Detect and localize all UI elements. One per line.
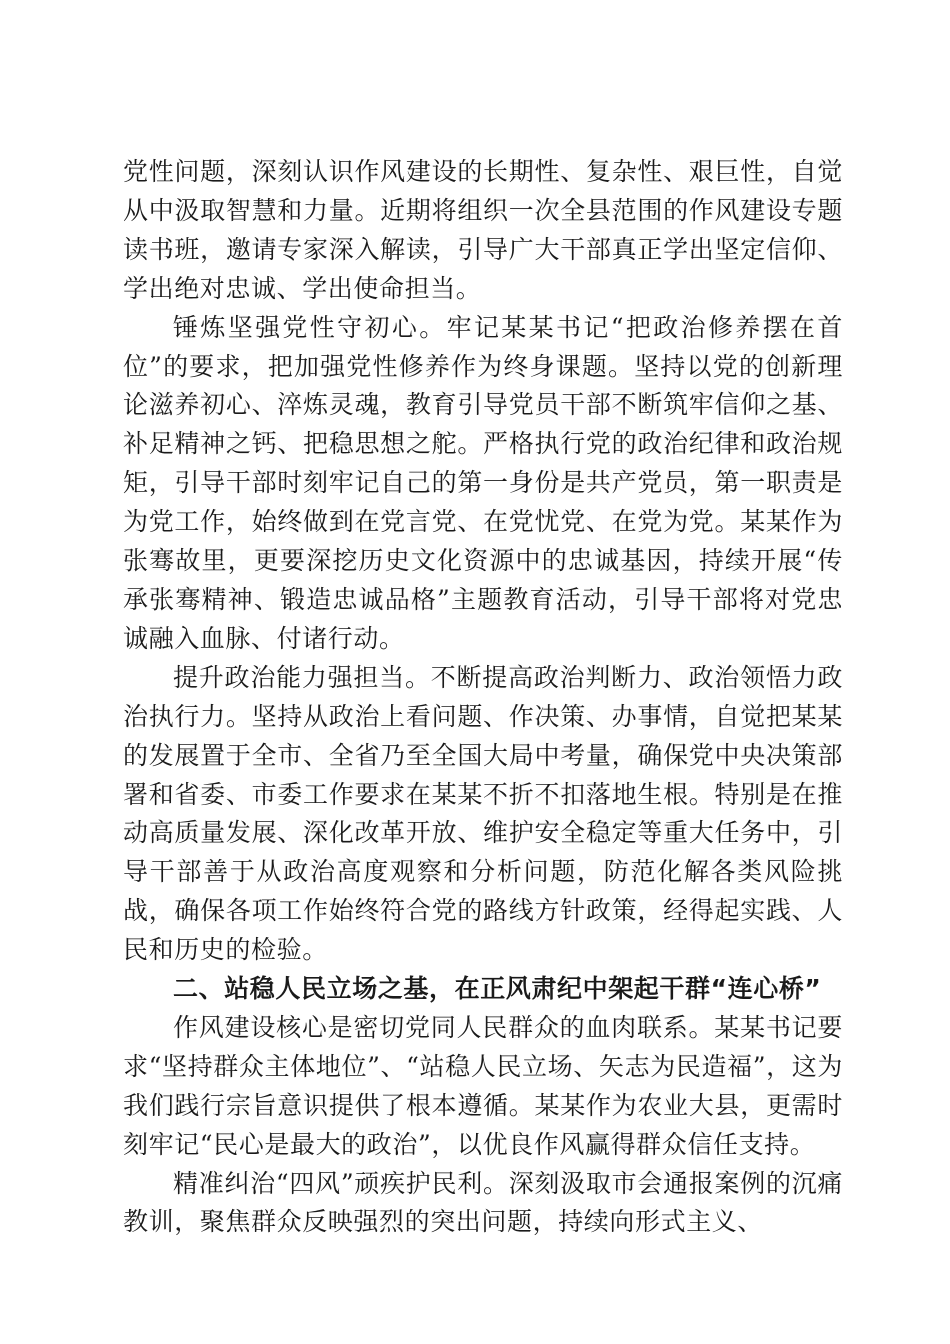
section-heading-2: 二、站稳人民立场之基，在正风肃纪中架起干群“连心桥” [173, 974, 822, 1004]
paragraph-party-spirit: 锤炼坚强党性守初心。牢记某某书记“把政治修养摆在首位”的要求，把加强党性修养作为终身课题。坚持以党的创新理论滋养初心、淬炼灵魂，教育引导党员干部不断筑牢信仰之基、补足精神之钙、把稳思想之舵。严格执行党的政治纪律和政治规矩，引导干部时刻牢记自己的第一身份是共产党员，第一职责是为党工作，始终做到在党言党、在党忧党、在党为党。某某作为张骞故里，更要深挖历史文化资源中的忠诚基因，持续开展“传承张骞精神、锻造忠诚品格”主题教育活动，引导干部将对党忠诚融入血脉、付诸行动。 [123, 312, 843, 653]
paragraph-political-ability: 提升政治能力强担当。不断提高政治判断力、政治领悟力政治执行力。坚持从政治上看问题、作决策、办事情，自觉把某某的发展置于全市、全省乃至全国大局中考量，确保党中央决策部署和省委、市委工作要求在某某不折不扣落地生根。特别是在推动高质量发展、深化改革开放、维护安全稳定等重大任务中，引导干部善于从政治高度观察和分析问题，防范化解各类风险挑战，确保各项工作始终符合党的路线方针政策，经得起实践、人民和历史的检验。 [123, 662, 843, 965]
paragraph-four-winds: 精准纠治“四风”顽疾护民利。深刻汲取市会通报案例的沉痛教训，聚焦群众反映强烈的突出问题，持续向形式主义、 [123, 1168, 843, 1237]
document-body [123, 153, 843, 1242]
paragraph-continued: 党性问题，深刻认识作风建设的长期性、复杂性、艰巨性，自觉从中汲取智慧和力量。近期将组织一次全县范围的作风建设专题读书班，邀请专家深入解读，引导广大干部真正学出坚定信仰、学出绝对忠诚、学出使命担当。 [123, 157, 843, 303]
paragraph-people-stance: 作风建设核心是密切党同人民群众的血肉联系。某某书记要求“坚持群众主体地位”、“站稳人民立场、矢志为民造福”，这为我们践行宗旨意识提供了根本遵循。某某作为农业大县，更需时刻牢记“民心是最大的政治”，以优良作风赢得群众信任支持。 [123, 1012, 843, 1159]
